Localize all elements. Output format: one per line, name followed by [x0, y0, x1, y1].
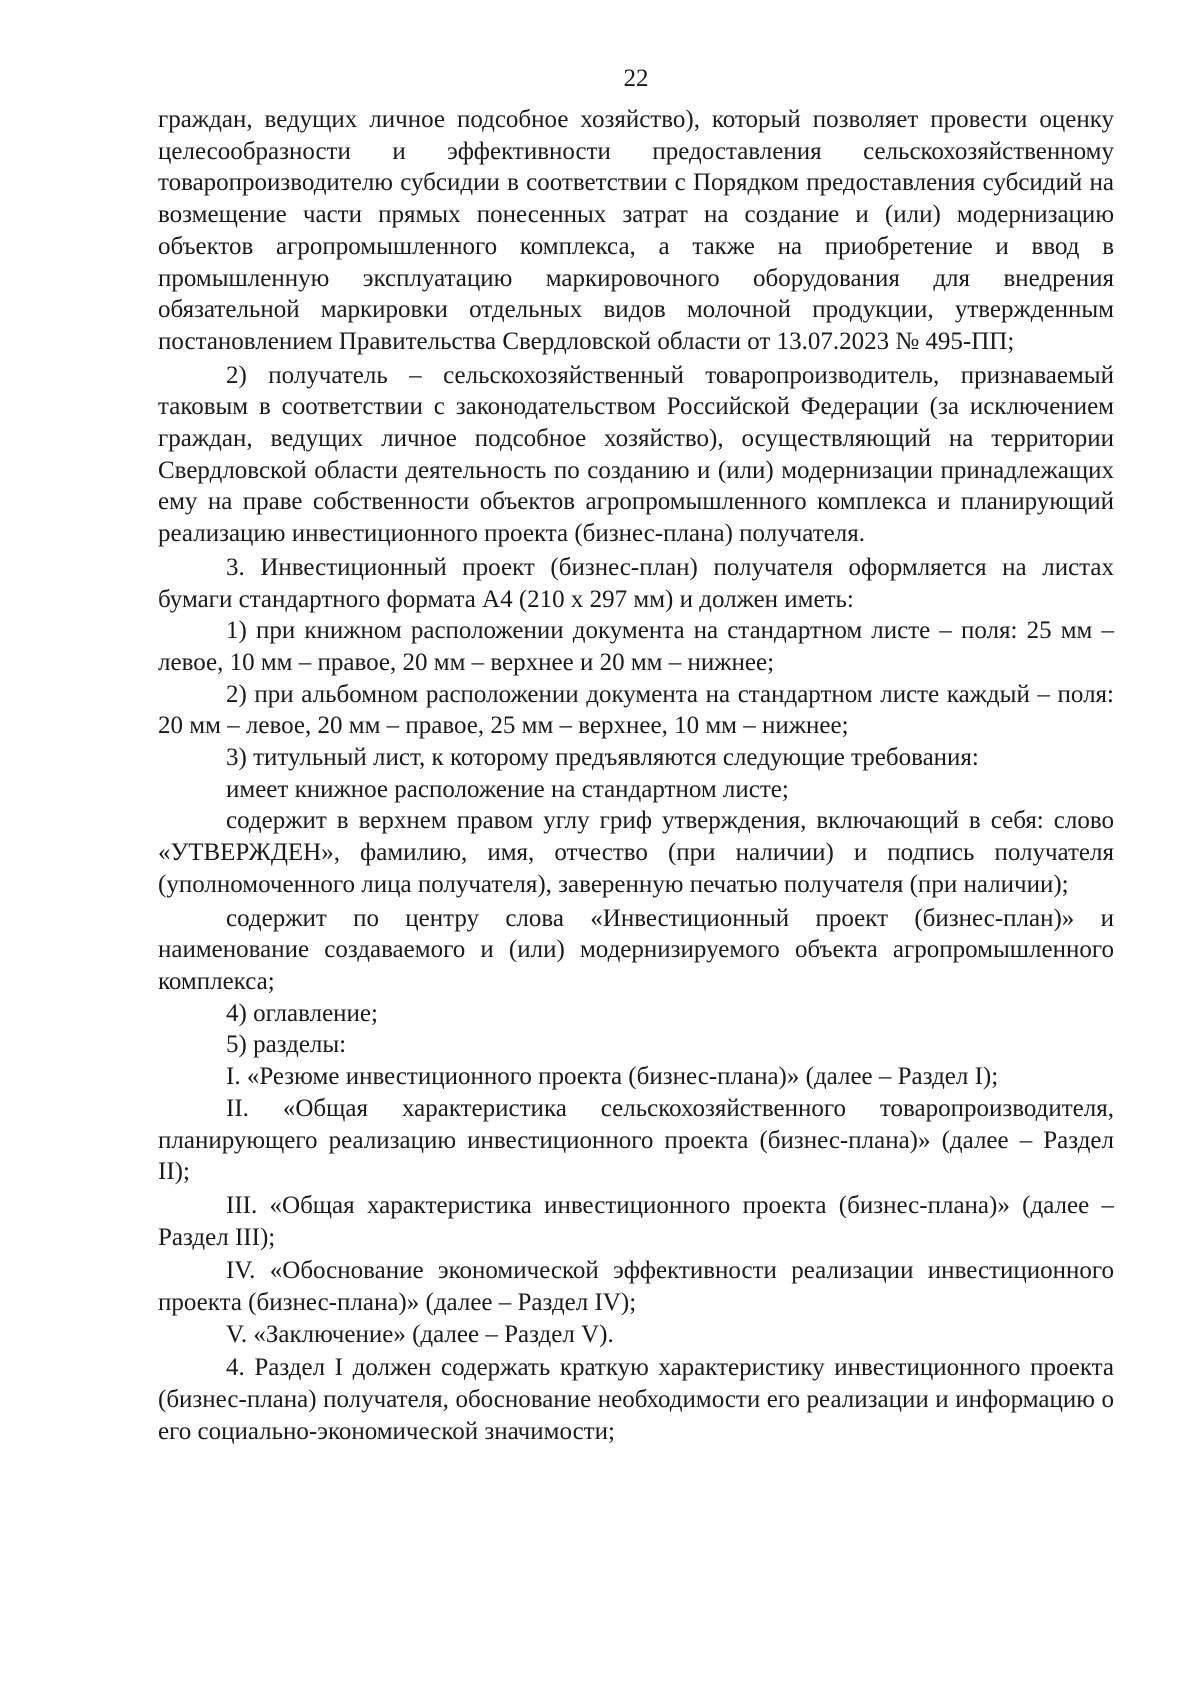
- paragraph-portrait-margins: 1) при книжном расположении документа на стандартном листе – поля: 25 мм – левое, 10 мм – правое, 20 мм – верхнее и 20 мм – нижнее;: [158, 617, 1114, 676]
- paragraph-approval-stamp: содержит в верхнем правом углу гриф утверждения, включающий в себя: слово «УТВЕРЖДЕН», фамилию, имя, отчество (при наличии) и подпись получателя (уполномоченного лица получателя), заверенную печатью получателя (при наличии);: [158, 807, 1114, 898]
- paragraph-section-2: II. «Общая характеристика сельскохозяйственного товаропроизводителя, планирующего реализацию инвестиционного проекта (бизнес-плана)» (далее – Раздел II);: [158, 1094, 1114, 1186]
- paragraph-item-3: 3. Инвестиционный проект (бизнес-план) получателя оформляется на листах бумаги стандартного формата А4 (210 х 297 мм) и должен иметь:: [158, 553, 1114, 613]
- paragraph-title-orientation: имеет книжное расположение на стандартном листе;: [226, 775, 789, 803]
- paragraph-recipient-definition: 2) получатель – сельскохозяйственный товаропроизводитель, признаваемый таковым в соответствии с законодательством Российской Федерации (за исключением граждан, ведущих личное подсобное хозяйство), осуществляющий на территории Свердловской области деятельность по созданию и (или) модернизации принадлежащих ему на праве собственности объектов агропромышленного комплекса и планирующий реализацию инвестиционного проекта (бизнес-плана) получателя.: [158, 361, 1114, 548]
- paragraph-sections: 5) разделы:: [226, 1031, 347, 1059]
- paragraph-landscape-margins: 2) при альбомном расположении документа на стандартном листе каждый – поля: 20 мм – левое, 20 мм – правое, 25 мм – верхнее, 10 мм – нижнее;: [158, 680, 1114, 740]
- paragraph-section-4: IV. «Обоснование экономической эффективности реализации инвестиционного проекта (бизнес-плана)» (далее – Раздел IV);: [158, 1257, 1114, 1317]
- paragraph-title-page: 3) титульный лист, к которому предъявляются следующие требования:: [226, 744, 979, 772]
- page-number: 22: [623, 65, 649, 92]
- paragraph-section-1: I. «Резюме инвестиционного проекта (бизнес-плана)» (далее – Раздел I);: [226, 1063, 999, 1091]
- paragraph-item-4: 4. Раздел I должен содержать краткую характеристику инвестиционного проекта (бизнес-плана) получателя, обоснование необходимости его реализации и информацию о его социально-экономической значимости;: [158, 1354, 1114, 1445]
- paragraph-section-5: V. «Заключение» (далее – Раздел V).: [226, 1320, 614, 1348]
- paragraph-continuation: граждан, ведущих личное подсобное хозяйство), который позволяет провести оценку целесообразности и эффективности предоставления сельскохозяйственному товаропроизводителю субсидии в соответствии с Порядком предоставления субсидий на возмещение части прямых понесенных затрат на создание и (или) модернизацию объектов агропромышленного комплекса, а также на приобретение и ввод в промышленную эксплуатацию маркировочного оборудования для внедрения обязательной маркировки отдельных видов молочной продукции, утвержденным постановлением Правительства Свердловской области от 13.07.2023 № 495-ПП;: [158, 106, 1114, 355]
- paragraph-title-center: содержит по центру слова «Инвестиционный проект (бизнес-план)» и наименование создаваемого и (или) модернизируемого объекта агропромышленного комплекса;: [158, 904, 1114, 995]
- paragraph-table-of-contents: 4) оглавление;: [226, 999, 378, 1027]
- document-body: [158, 104, 1114, 1448]
- paragraph-section-3: III. «Общая характеристика инвестиционного проекта (бизнес-плана)» (далее – Раздел III);: [158, 1191, 1114, 1251]
